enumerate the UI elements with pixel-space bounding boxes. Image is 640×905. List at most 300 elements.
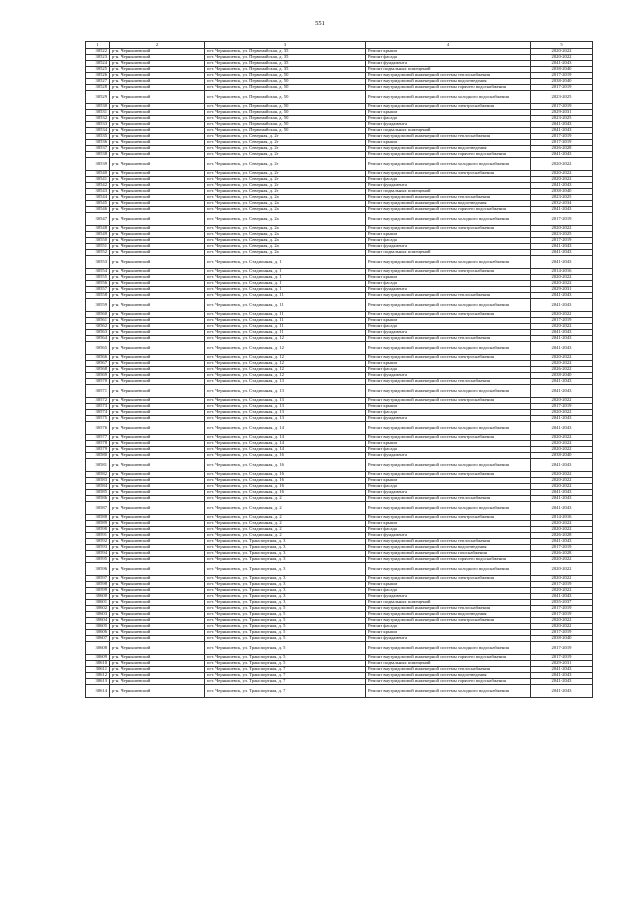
row-number: 30583: [86, 478, 110, 484]
row-number: 30582: [86, 472, 110, 478]
row-number: 30573: [86, 404, 110, 410]
period-cell: 2035-2037: [531, 600, 593, 606]
period-cell: 2023-2025: [531, 195, 593, 201]
district-cell: р-н. Чернышевский: [110, 79, 205, 85]
period-cell: 2017-2019: [531, 612, 593, 618]
row-number: 30529: [86, 91, 110, 104]
period-cell: 2023-2025: [531, 116, 593, 122]
period-cell: 2020-2022: [531, 324, 593, 330]
district-cell: р-н. Чернышевский: [110, 171, 205, 177]
period-cell: 2020-2022: [531, 177, 593, 183]
district-cell: р-н. Чернышевский: [110, 67, 205, 73]
work-type-cell: Ремонт внутридомовой инженерной системы теплоснабжения: [366, 195, 531, 201]
period-cell: 2041-2043: [531, 416, 593, 422]
district-cell: р-н. Чернышевский: [110, 404, 205, 410]
row-number: 30612: [86, 673, 110, 679]
row-number: 30524: [86, 61, 110, 67]
work-type-cell: Ремонт крыши: [366, 441, 531, 447]
district-cell: р-н. Чернышевский: [110, 61, 205, 67]
row-number: 30564: [86, 336, 110, 342]
work-type-cell: Ремонт внутридомовой инженерной системы горячего водоснабжения: [366, 557, 531, 563]
period-cell: 2041-2043: [531, 594, 593, 600]
row-number: 30589: [86, 521, 110, 527]
district-cell: р-н. Чернышевский: [110, 685, 205, 698]
district-cell: р-н. Чернышевский: [110, 116, 205, 122]
row-number: 30562: [86, 324, 110, 330]
period-cell: 2026-2028: [531, 533, 593, 539]
address-cell: пгт. Чернышевск, ул. Стадионная, д. 2: [205, 502, 366, 515]
row-number: 30608: [86, 642, 110, 655]
address-cell: пгт. Чернышевск, ул. Первомайская, д. 50: [205, 104, 366, 110]
work-type-cell: Ремонт внутридомовой инженерной системы холодного водоснабжения: [366, 563, 531, 576]
period-cell: 2041-2043: [531, 122, 593, 128]
district-cell: р-н. Чернышевский: [110, 195, 205, 201]
period-cell: 2017-2019: [531, 318, 593, 324]
work-type-cell: Ремонт крыши: [366, 404, 531, 410]
table-row: [86, 158, 593, 171]
work-type-cell: Ремонт подвальных помещений: [366, 128, 531, 134]
work-type-cell: Ремонт внутридомовой инженерной системы холодного водоснабжения: [366, 213, 531, 226]
row-number: 30534: [86, 128, 110, 134]
district-cell: р-н. Чернышевский: [110, 361, 205, 367]
work-type-cell: Ремонт внутридомовой инженерной системы холодного водоснабжения: [366, 459, 531, 472]
work-type-cell: Ремонт фасада: [366, 55, 531, 61]
work-type-cell: Ремонт фундамента: [366, 490, 531, 496]
address-cell: пгт. Чернышевск, ул. Стадионная, д. 12: [205, 342, 366, 355]
row-number: 30552: [86, 250, 110, 256]
period-cell: 2020-2022: [531, 472, 593, 478]
row-number: 30538: [86, 152, 110, 158]
work-type-cell: Ремонт подвальных помещений: [366, 661, 531, 667]
work-type-cell: Ремонт фасада: [366, 624, 531, 630]
work-type-cell: Ремонт внутридомовой инженерной системы водоотведения: [366, 201, 531, 207]
row-number: 30614: [86, 685, 110, 698]
period-cell: 2020-2022: [531, 312, 593, 318]
district-cell: р-н. Чернышевский: [110, 539, 205, 545]
work-type-cell: Ремонт внутридомовой инженерной системы горячего водоснабжения: [366, 85, 531, 91]
period-cell: 2020-2022: [531, 355, 593, 361]
period-cell: 2041-2043: [531, 685, 593, 698]
table-row: [86, 213, 593, 226]
period-cell: 2017-2019: [531, 404, 593, 410]
district-cell: р-н. Чернышевский: [110, 275, 205, 281]
period-cell: 2020-2022: [531, 624, 593, 630]
period-cell: 2020-2022: [531, 557, 593, 563]
row-number: 30568: [86, 367, 110, 373]
address-cell: пгт. Чернышевск, ул. Транспортная, д. 3: [205, 576, 366, 582]
address-cell: пгт. Чернышевск, ул. Транспортная, д. 7: [205, 679, 366, 685]
address-cell: пгт. Чернышевск, ул. Стадионная, д. 1: [205, 287, 366, 293]
address-cell: пгт. Чернышевск, ул. Стадионная, д. 14: [205, 447, 366, 453]
address-cell: пгт. Чернышевск, ул. Первомайская, д. 50: [205, 128, 366, 134]
period-cell: 2020-2022: [531, 275, 593, 281]
row-number: 30545: [86, 201, 110, 207]
period-cell: 2029-2031: [531, 287, 593, 293]
table-row: [86, 342, 593, 355]
address-cell: пгт. Чернышевск, ул. Северная, д. 2г: [205, 171, 366, 177]
work-type-cell: Ремонт внутридомовой инженерной системы теплоснабжения: [366, 667, 531, 673]
row-number: 30594: [86, 551, 110, 557]
work-type-cell: Ремонт внутридомовой инженерной системы водоотведения: [366, 545, 531, 551]
address-cell: пгт. Чернышевск, ул. Северная, д. 2г: [205, 146, 366, 152]
district-cell: р-н. Чернышевский: [110, 330, 205, 336]
period-cell: 2041-2043: [531, 293, 593, 299]
period-cell: 2041-2043: [531, 422, 593, 435]
period-cell: 2020-2022: [531, 435, 593, 441]
row-number: 30613: [86, 679, 110, 685]
address-cell: пгт. Чернышевск, ул. Стадионная, д. 13: [205, 385, 366, 398]
work-type-cell: Ремонт внутридомовой инженерной системы холодного водоснабжения: [366, 422, 531, 435]
column-header-district: 2: [110, 42, 205, 49]
row-number: 30580: [86, 453, 110, 459]
district-cell: р-н. Чернышевский: [110, 201, 205, 207]
address-cell: пгт. Чернышевск, ул. Стадионная, д. 12: [205, 361, 366, 367]
address-cell: пгт. Чернышевск, ул. Стадионная, д. 1: [205, 256, 366, 269]
work-type-cell: Ремонт фундамента: [366, 416, 531, 422]
row-number: 30559: [86, 299, 110, 312]
work-type-cell: Ремонт внутридомовой инженерной системы электроснабжения: [366, 226, 531, 232]
district-cell: р-н. Чернышевский: [110, 183, 205, 189]
page-number: 551: [315, 20, 325, 27]
district-cell: р-н. Чернышевский: [110, 422, 205, 435]
district-cell: р-н. Чернышевский: [110, 140, 205, 146]
work-type-cell: Ремонт подвальных помещений: [366, 600, 531, 606]
district-cell: р-н. Чернышевский: [110, 576, 205, 582]
row-number: 30606: [86, 630, 110, 636]
column-header-number: 1: [86, 42, 110, 49]
period-cell: 2020-2022: [531, 576, 593, 582]
period-cell: 2041-2043: [531, 496, 593, 502]
district-cell: р-н. Чернышевский: [110, 673, 205, 679]
work-type-cell: Ремонт внутридомовой инженерной системы холодного водоснабжения: [366, 685, 531, 698]
period-cell: 2041-2043: [531, 250, 593, 256]
address-cell: пгт. Чернышевск, ул. Стадионная, д. 1: [205, 269, 366, 275]
address-cell: пгт. Чернышевск, ул. Северная, д. 2а: [205, 226, 366, 232]
period-cell: 2020-2022: [531, 484, 593, 490]
district-cell: р-н. Чернышевский: [110, 318, 205, 324]
address-cell: пгт. Чернышевск, ул. Северная, д. 2г: [205, 189, 366, 195]
row-number: 30523: [86, 55, 110, 61]
address-cell: пгт. Чернышевск, ул. Транспортная, д. 7: [205, 673, 366, 679]
work-type-cell: Ремонт внутридомовой инженерной системы теплоснабжения: [366, 606, 531, 612]
row-number: 30600: [86, 594, 110, 600]
period-cell: 2017-2019: [531, 630, 593, 636]
table-row: [86, 299, 593, 312]
address-cell: пгт. Чернышевск, ул. Транспортная, д. 5: [205, 642, 366, 655]
work-type-cell: Ремонт подвальных помещений: [366, 67, 531, 73]
district-cell: р-н. Чернышевский: [110, 600, 205, 606]
period-cell: 2020-2022: [531, 447, 593, 453]
row-number: 30602: [86, 606, 110, 612]
address-cell: пгт. Чернышевск, ул. Транспортная, д. 3: [205, 582, 366, 588]
period-cell: 2026-2022: [531, 367, 593, 373]
address-cell: пгт. Чернышевск, ул. Северная, д. 2г: [205, 158, 366, 171]
work-type-cell: Ремонт внутридомовой инженерной системы холодного водоснабжения: [366, 299, 531, 312]
work-type-cell: Ремонт внутридомовой инженерной системы горячего водоснабжения: [366, 679, 531, 685]
row-number: 30596: [86, 563, 110, 576]
table-row: [86, 502, 593, 515]
work-type-cell: Ремонт внутридомовой инженерной системы теплоснабжения: [366, 134, 531, 140]
district-cell: р-н. Чернышевский: [110, 232, 205, 238]
address-cell: пгт. Чернышевск, ул. Транспортная, д. 3: [205, 539, 366, 545]
period-cell: 2020-2022: [531, 410, 593, 416]
row-number: 30558: [86, 293, 110, 299]
row-number: 30574: [86, 410, 110, 416]
row-number: 30578: [86, 441, 110, 447]
period-cell: 2041-2043: [531, 299, 593, 312]
row-number: 30536: [86, 140, 110, 146]
work-type-cell: Ремонт подвальных помещений: [366, 250, 531, 256]
period-cell: 2041-2043: [531, 379, 593, 385]
period-cell: 2041-2043: [531, 183, 593, 189]
district-cell: р-н. Чернышевский: [110, 122, 205, 128]
period-cell: 2020-2022: [531, 226, 593, 232]
district-cell: р-н. Чернышевский: [110, 661, 205, 667]
address-cell: пгт. Чернышевск, ул. Транспортная, д. 3: [205, 600, 366, 606]
district-cell: р-н. Чернышевский: [110, 146, 205, 152]
row-number: 30601: [86, 600, 110, 606]
period-cell: 2038-2040: [531, 373, 593, 379]
period-cell: 2017-2019: [531, 606, 593, 612]
address-cell: пгт. Чернышевск, ул. Транспортная, д. 5: [205, 661, 366, 667]
row-number: 30542: [86, 183, 110, 189]
work-type-cell: Ремонт фундамента: [366, 183, 531, 189]
row-number: 30598: [86, 582, 110, 588]
work-type-cell: Ремонт фасада: [366, 484, 531, 490]
table-header: [86, 42, 593, 49]
period-cell: 2017-2019: [531, 134, 593, 140]
district-cell: р-н. Чернышевский: [110, 256, 205, 269]
period-cell: 2020-2022: [531, 55, 593, 61]
district-cell: р-н. Чернышевский: [110, 73, 205, 79]
address-cell: пгт. Чернышевск, ул. Северная, д. 2а: [205, 232, 366, 238]
row-number: 30579: [86, 447, 110, 453]
district-cell: р-н. Чернышевский: [110, 177, 205, 183]
address-cell: пгт. Чернышевск, ул. Транспортная, д. 7: [205, 685, 366, 698]
period-cell: 2041-2043: [531, 385, 593, 398]
work-type-cell: Ремонт фундамента: [366, 122, 531, 128]
period-cell: 2041-2043: [531, 330, 593, 336]
district-cell: р-н. Чернышевский: [110, 189, 205, 195]
district-cell: р-н. Чернышевский: [110, 293, 205, 299]
work-type-cell: Ремонт крыши: [366, 630, 531, 636]
period-cell: 2041-2043: [531, 256, 593, 269]
district-cell: р-н. Чернышевский: [110, 312, 205, 318]
period-cell: 2041-2043: [531, 490, 593, 496]
row-number: 30561: [86, 318, 110, 324]
period-cell: 2041-2043: [531, 207, 593, 213]
district-cell: р-н. Чернышевский: [110, 91, 205, 104]
address-cell: пгт. Чернышевск, ул. Транспортная, д. 5: [205, 618, 366, 624]
work-type-cell: Ремонт крыши: [366, 140, 531, 146]
row-number: 30550: [86, 238, 110, 244]
work-type-cell: Ремонт фундамента: [366, 373, 531, 379]
district-cell: р-н. Чернышевский: [110, 484, 205, 490]
work-type-cell: Ремонт крыши: [366, 478, 531, 484]
row-number: 30592: [86, 539, 110, 545]
period-cell: 2014-2016: [531, 515, 593, 521]
period-cell: 2020-2022: [531, 171, 593, 177]
work-type-cell: Ремонт внутридомовой инженерной системы холодного водоснабжения: [366, 91, 531, 104]
work-type-cell: Ремонт внутридомовой инженерной системы водоотведения: [366, 146, 531, 152]
row-number: 30526: [86, 73, 110, 79]
address-cell: пгт. Чернышевск, ул. Северная, д. 2а: [205, 238, 366, 244]
district-cell: р-н. Чернышевский: [110, 636, 205, 642]
district-cell: р-н. Чернышевский: [110, 269, 205, 275]
work-type-cell: Ремонт внутридомовой инженерной системы теплоснабжения: [366, 293, 531, 299]
address-cell: пгт. Чернышевск, ул. Стадионная, д. 13: [205, 404, 366, 410]
period-cell: 2020-2022: [531, 527, 593, 533]
work-type-cell: Ремонт крыши: [366, 361, 531, 367]
address-cell: пгт. Чернышевск, ул. Стадионная, д. 11: [205, 318, 366, 324]
address-cell: пгт. Чернышевск, ул. Стадионная, д. 1: [205, 275, 366, 281]
address-cell: пгт. Чернышевск, ул. Стадионная, д. 2: [205, 521, 366, 527]
address-cell: пгт. Чернышевск, ул. Транспортная, д. 3: [205, 557, 366, 563]
district-cell: р-н. Чернышевский: [110, 667, 205, 673]
row-number: 30567: [86, 361, 110, 367]
address-cell: пгт. Чернышевск, ул. Стадионная, д. 16: [205, 478, 366, 484]
column-header-work-type: 4: [366, 42, 531, 49]
work-type-cell: Ремонт фундамента: [366, 244, 531, 250]
district-cell: р-н. Чернышевский: [110, 385, 205, 398]
district-cell: р-н. Чернышевский: [110, 642, 205, 655]
address-cell: пгт. Чернышевск, ул. Стадионная, д. 13: [205, 379, 366, 385]
work-type-cell: Ремонт внутридомовой инженерной системы электроснабжения: [366, 269, 531, 275]
period-cell: 2017-2019: [531, 85, 593, 91]
address-cell: пгт. Чернышевск, ул. Транспортная, д. 5: [205, 624, 366, 630]
address-cell: пгт. Чернышевск, ул. Стадионная, д. 11: [205, 330, 366, 336]
address-cell: пгт. Чернышевск, ул. Северная, д. 2г: [205, 134, 366, 140]
work-type-cell: Ремонт фасада: [366, 281, 531, 287]
address-cell: пгт. Чернышевск, ул. Северная, д. 2а: [205, 207, 366, 213]
address-cell: пгт. Чернышевск, ул. Первомайская, д. 35: [205, 61, 366, 67]
period-cell: 2020-2022: [531, 478, 593, 484]
work-type-cell: Ремонт внутридомовой инженерной системы теплоснабжения: [366, 379, 531, 385]
work-type-cell: Ремонт фундамента: [366, 61, 531, 67]
work-type-cell: Ремонт внутридомовой инженерной системы горячего водоснабжения: [366, 207, 531, 213]
row-number: 30565: [86, 342, 110, 355]
column-header-address: 3: [205, 42, 366, 49]
work-type-cell: Ремонт внутридомовой инженерной системы холодного водоснабжения: [366, 502, 531, 515]
period-cell: 2038-2040: [531, 79, 593, 85]
period-cell: 2017-2019: [531, 238, 593, 244]
work-type-cell: Ремонт фундамента: [366, 636, 531, 642]
district-cell: р-н. Чернышевский: [110, 398, 205, 404]
period-cell: 2041-2043: [531, 667, 593, 673]
row-number: 30609: [86, 655, 110, 661]
district-cell: р-н. Чернышевский: [110, 152, 205, 158]
work-type-cell: Ремонт внутридомовой инженерной системы теплоснабжения: [366, 496, 531, 502]
table-row: [86, 91, 593, 104]
address-cell: пгт. Чернышевск, ул. Стадионная, д. 12: [205, 373, 366, 379]
period-cell: 2017-2019: [531, 655, 593, 661]
work-type-cell: Ремонт крыши: [366, 521, 531, 527]
district-cell: р-н. Чернышевский: [110, 472, 205, 478]
period-cell: 2041-2043: [531, 244, 593, 250]
row-number: 30551: [86, 244, 110, 250]
work-type-cell: Ремонт фасада: [366, 527, 531, 533]
address-cell: пгт. Чернышевск, ул. Транспортная, д. 5: [205, 606, 366, 612]
row-number: 30599: [86, 588, 110, 594]
row-number: 30581: [86, 459, 110, 472]
work-type-cell: Ремонт внутридомовой инженерной системы горячего водоснабжения: [366, 152, 531, 158]
work-type-cell: Ремонт внутридомовой инженерной системы электроснабжения: [366, 472, 531, 478]
district-cell: р-н. Чернышевский: [110, 336, 205, 342]
district-cell: р-н. Чернышевский: [110, 158, 205, 171]
district-cell: р-н. Чернышевский: [110, 435, 205, 441]
address-cell: пгт. Чернышевск, ул. Стадионная, д. 13: [205, 416, 366, 422]
district-cell: р-н. Чернышевский: [110, 582, 205, 588]
address-cell: пгт. Чернышевск, ул. Стадионная, д. 2: [205, 533, 366, 539]
work-type-cell: Ремонт внутридомовой инженерной системы холодного водоснабжения: [366, 342, 531, 355]
row-number: 30553: [86, 256, 110, 269]
address-cell: пгт. Чернышевск, ул. Стадионная, д. 11: [205, 312, 366, 318]
work-type-cell: Ремонт крыши: [366, 232, 531, 238]
work-type-cell: Ремонт внутридомовой инженерной системы электроснабжения: [366, 104, 531, 110]
district-cell: р-н. Чернышевский: [110, 128, 205, 134]
address-cell: пгт. Чернышевск, ул. Первомайская, д. 50: [205, 110, 366, 116]
period-cell: 2038-2040: [531, 636, 593, 642]
table-row: [86, 459, 593, 472]
work-type-cell: Ремонт внутридомовой инженерной системы электроснабжения: [366, 435, 531, 441]
period-cell: 2041-2043: [531, 152, 593, 158]
row-number: 30597: [86, 576, 110, 582]
work-type-cell: Ремонт внутридомовой инженерной системы электроснабжения: [366, 355, 531, 361]
work-type-cell: Ремонт подвальных помещений: [366, 189, 531, 195]
row-number: 30531: [86, 110, 110, 116]
row-number: 30522: [86, 49, 110, 55]
row-number: 30611: [86, 667, 110, 673]
row-number: 30610: [86, 661, 110, 667]
work-type-cell: Ремонт фасада: [366, 116, 531, 122]
address-cell: пгт. Чернышевск, ул. Стадионная, д. 1: [205, 281, 366, 287]
district-cell: р-н. Чернышевский: [110, 49, 205, 55]
address-cell: пгт. Чернышевск, ул. Транспортная, д. 5: [205, 636, 366, 642]
table-row: [86, 685, 593, 698]
table-row: [86, 385, 593, 398]
address-cell: пгт. Чернышевск, ул. Транспортная, д. 5: [205, 630, 366, 636]
district-cell: р-н. Чернышевский: [110, 85, 205, 91]
period-cell: 2017-2019: [531, 104, 593, 110]
work-type-cell: Ремонт внутридомовой инженерной системы электроснабжения: [366, 171, 531, 177]
period-cell: 2017-2019: [531, 545, 593, 551]
row-number: 30540: [86, 171, 110, 177]
row-number: 30569: [86, 373, 110, 379]
district-cell: р-н. Чернышевский: [110, 612, 205, 618]
period-cell: 2038-2040: [531, 189, 593, 195]
register-table: [85, 41, 593, 698]
district-cell: р-н. Чернышевский: [110, 213, 205, 226]
row-number: 30587: [86, 502, 110, 515]
work-type-cell: Ремонт внутридомовой инженерной системы водоотведения: [366, 673, 531, 679]
address-cell: пгт. Чернышевск, ул. Стадионная, д. 12: [205, 355, 366, 361]
work-type-cell: Ремонт фасада: [366, 238, 531, 244]
district-cell: р-н. Чернышевский: [110, 533, 205, 539]
district-cell: р-н. Чернышевский: [110, 416, 205, 422]
address-cell: пгт. Чернышевск, ул. Стадионная, д. 16: [205, 490, 366, 496]
address-cell: пгт. Чернышевск, ул. Первомайская, д. 50: [205, 116, 366, 122]
period-cell: 2041-2043: [531, 502, 593, 515]
district-cell: р-н. Чернышевский: [110, 244, 205, 250]
row-number: 30554: [86, 269, 110, 275]
district-cell: р-н. Чернышевский: [110, 618, 205, 624]
row-number: 30556: [86, 281, 110, 287]
address-cell: пгт. Чернышевск, ул. Северная, д. 2г: [205, 152, 366, 158]
address-cell: пгт. Чернышевск, ул. Стадионная, д. 12: [205, 367, 366, 373]
address-cell: пгт. Чернышевск, ул. Стадионная, д. 11: [205, 293, 366, 299]
address-cell: пгт. Чернышевск, ул. Северная, д. 2г: [205, 183, 366, 189]
row-number: 30532: [86, 116, 110, 122]
